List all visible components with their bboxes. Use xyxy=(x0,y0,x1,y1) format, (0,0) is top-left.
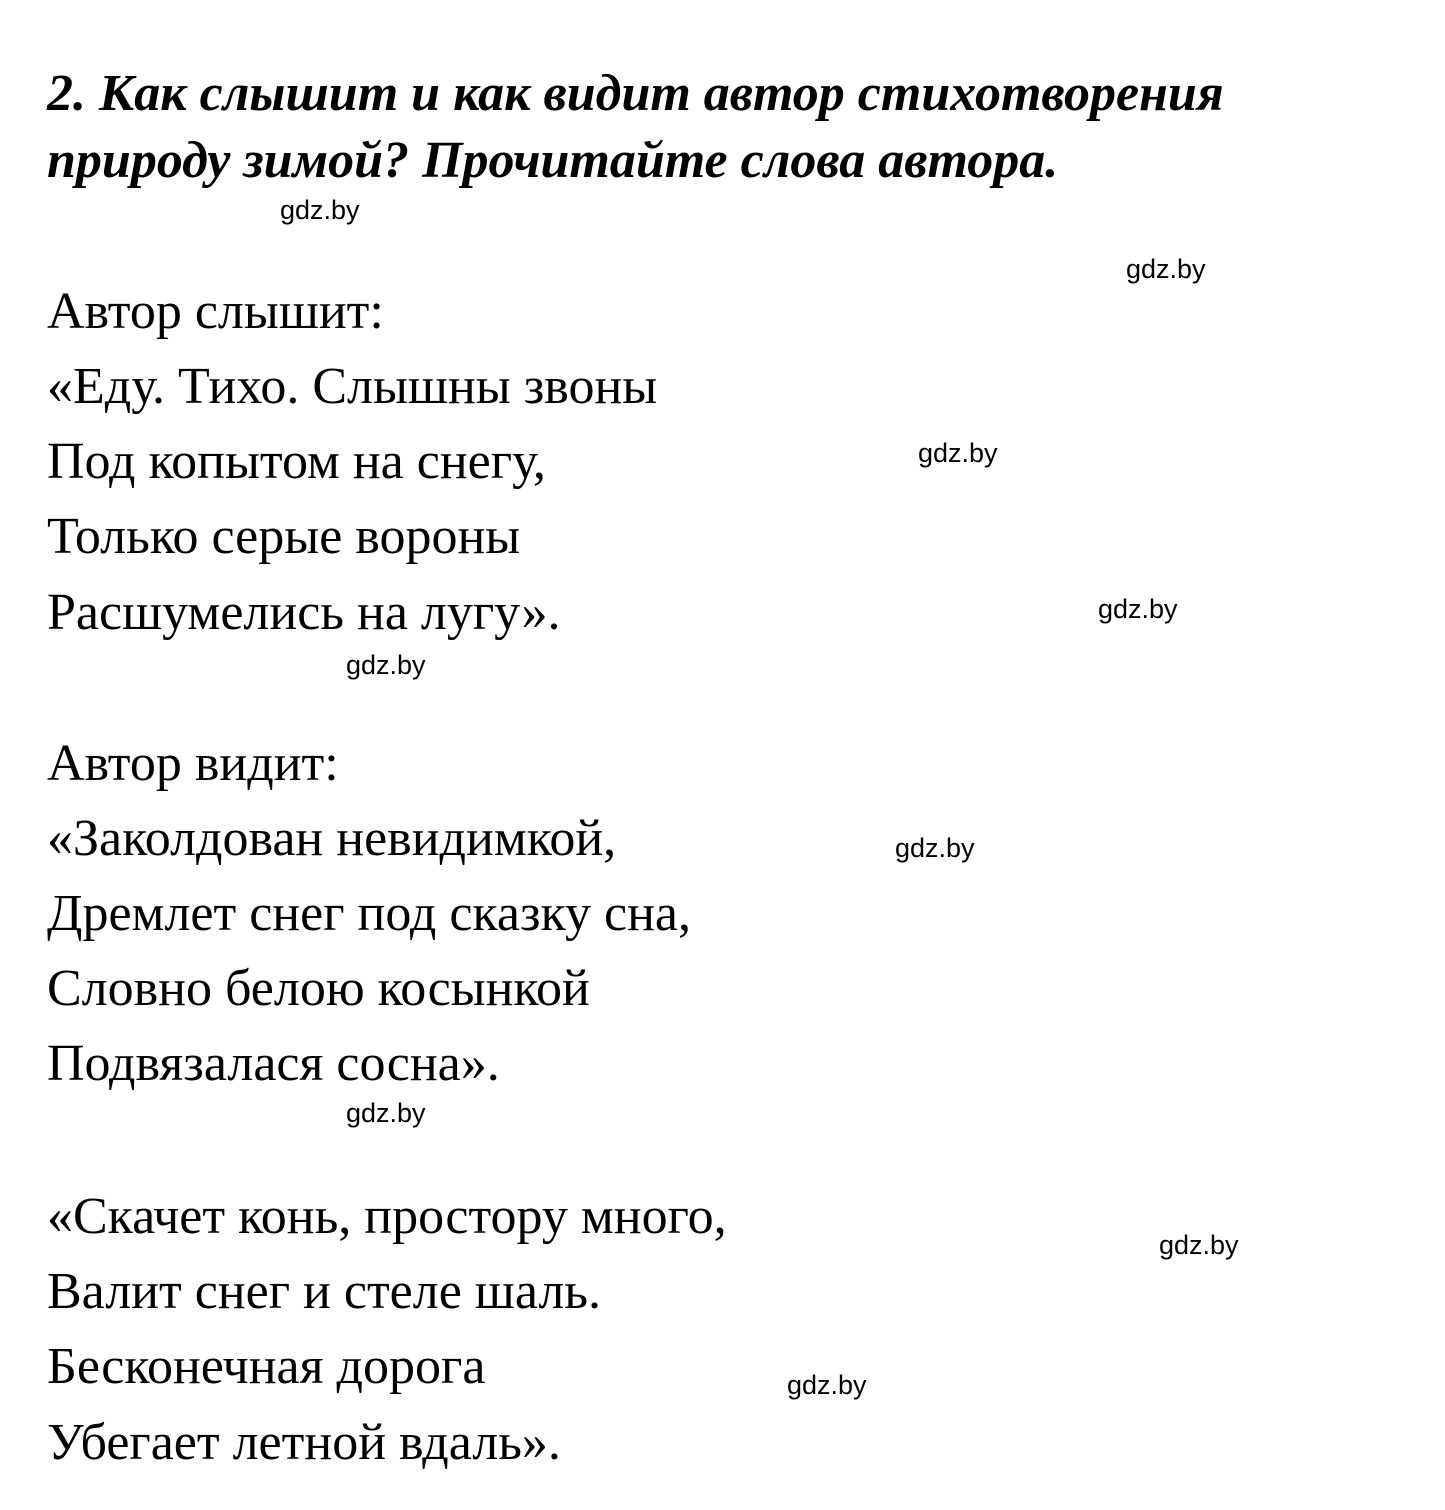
task-heading-line-2: природу зимой? Прочитайте слова автора. xyxy=(47,132,1059,189)
sees-stanza-2-line-1: «Скачет конь, простору много, xyxy=(47,1188,727,1245)
sees-stanza-1-line-1: «Заколдован невидимкой, xyxy=(47,810,617,867)
watermark: gdz.by xyxy=(280,195,360,225)
sees-stanza-1-line-4: Подвязалася сосна». xyxy=(47,1035,500,1092)
task-heading-line-1: 2. Как слышит и как видит автор стихотворения xyxy=(47,65,1224,122)
watermark: gdz.by xyxy=(918,438,998,468)
hears-line-4: Расшумелись на лугу». xyxy=(47,584,561,641)
hears-label: Автор слышит: xyxy=(47,283,384,340)
sees-stanza-1-line-3: Словно белою косынкой xyxy=(47,960,590,1017)
watermark: gdz.by xyxy=(1098,594,1178,624)
sees-stanza-2-line-2: Валит снег и стеле шаль. xyxy=(47,1263,602,1320)
sees-stanza-2-line-4: Убегает летной вдаль». xyxy=(47,1414,561,1471)
sees-stanza-1-line-2: Дремлет снег под сказку сна, xyxy=(47,885,692,942)
hears-line-1: «Еду. Тихо. Слышны звоны xyxy=(47,358,658,415)
sees-label: Автор видит: xyxy=(47,735,339,792)
watermark: gdz.by xyxy=(346,1098,426,1128)
hears-line-3: Только серые вороны xyxy=(47,508,521,565)
hears-line-2: Под копытом на снегу, xyxy=(47,433,546,490)
watermark: gdz.by xyxy=(787,1370,867,1400)
watermark: gdz.by xyxy=(895,833,975,863)
watermark: gdz.by xyxy=(1159,1230,1239,1260)
sees-stanza-2-line-3: Бесконечная дорога xyxy=(47,1338,486,1395)
watermark: gdz.by xyxy=(346,650,426,680)
watermark: gdz.by xyxy=(1126,254,1206,284)
